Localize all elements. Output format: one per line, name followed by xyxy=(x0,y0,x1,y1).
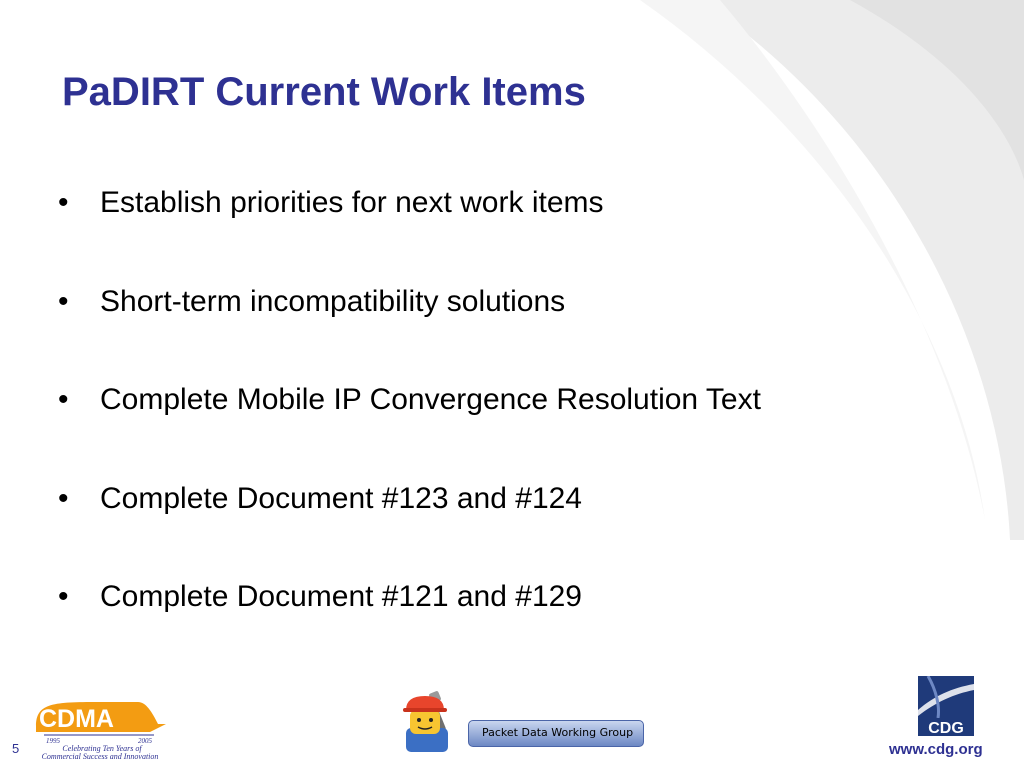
cdg-logo xyxy=(918,676,974,736)
cdg-website-link[interactable]: www.cdg.org xyxy=(889,741,983,758)
slide-title: PaDIRT Current Work Items xyxy=(62,70,586,114)
bullet-marker: • xyxy=(58,580,69,613)
cdma-anniversary-logo xyxy=(34,702,170,760)
cdma-logo-tagline-1: Celebrating Ten Years of xyxy=(62,744,142,753)
bullet-text: Complete Document #121 and #129 xyxy=(100,580,582,613)
cdma-logo-tagline-2: Commercial Success and Innovation xyxy=(41,752,159,760)
bullet-marker: • xyxy=(58,284,69,318)
bullet-text: Establish priorities for next work items xyxy=(100,186,604,219)
page-number: 5 xyxy=(12,741,20,756)
bullet-marker: • xyxy=(58,481,69,515)
cdma-logo-year-end: 2005 xyxy=(138,737,152,745)
cdma-logo-year-start: 1995 xyxy=(46,737,60,745)
cdg-logo-text: CDG xyxy=(928,720,964,736)
working-group-label: Packet Data Working Group xyxy=(482,726,634,739)
bullet-marker: • xyxy=(58,383,69,416)
construction-worker-mascot-icon xyxy=(398,690,478,754)
bullet-marker: • xyxy=(58,186,69,219)
working-group-banner xyxy=(398,690,648,754)
bullet-text: Short-term incompatibility solutions xyxy=(100,284,566,318)
bullet-text: Complete Mobile IP Convergence Resolution Text xyxy=(100,383,761,416)
cdma-logo-text: CDMA xyxy=(39,705,114,733)
bullet-text: Complete Document #123 and #124 xyxy=(100,481,582,515)
